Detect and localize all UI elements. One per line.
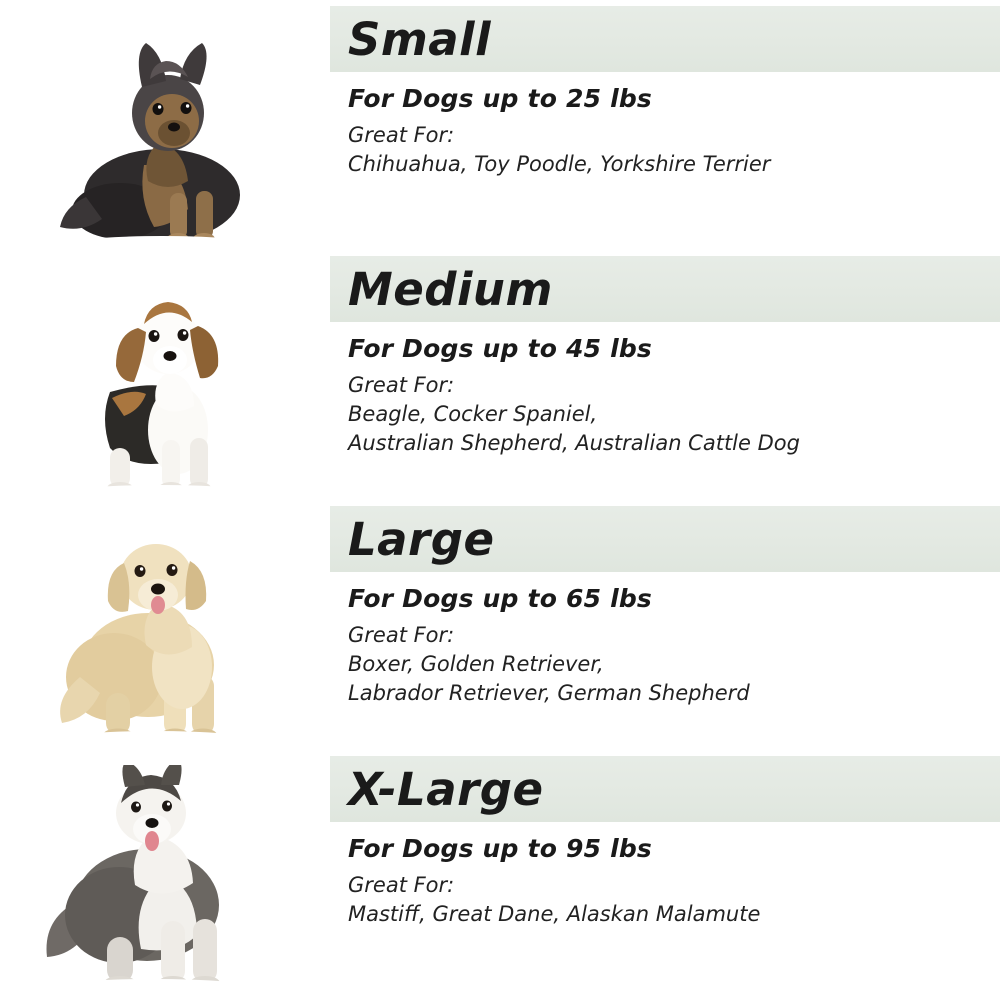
size-info <box>330 750 1000 926</box>
breed-line: Australian Shepherd, Australian Cattle Dog <box>348 431 800 455</box>
size-title: X-Large <box>348 762 544 816</box>
size-weight: For Dogs up to 65 lbs <box>348 584 653 613</box>
size-title-band <box>330 6 1000 72</box>
breed-line: Mastiff, Great Dane, Alaskan Malamute <box>348 902 761 926</box>
size-weight: For Dogs up to 45 lbs <box>348 334 653 363</box>
dog-photo-xlarge <box>0 750 330 1000</box>
great-for-label: Great For: <box>348 373 455 397</box>
size-title-band <box>330 506 1000 572</box>
size-title: Large <box>348 512 495 566</box>
golden-retriever-icon <box>40 525 290 750</box>
breed-line: Beagle, Cocker Spaniel, <box>348 402 598 426</box>
size-title-band <box>330 756 1000 822</box>
great-for-label: Great For: <box>348 623 455 647</box>
size-row <box>0 250 1000 500</box>
breed-line: Labrador Retriever, German Shepherd <box>348 681 750 705</box>
size-row <box>0 0 1000 250</box>
great-for-label: Great For: <box>348 873 455 897</box>
size-title: Small <box>348 12 492 66</box>
beagle-icon <box>50 280 280 500</box>
size-info <box>330 250 1000 455</box>
dog-photo-medium <box>0 250 330 500</box>
size-info <box>330 0 1000 176</box>
size-info <box>330 500 1000 705</box>
great-for-label: Great For: <box>348 123 455 147</box>
size-row <box>0 500 1000 750</box>
size-weight: For Dogs up to 95 lbs <box>348 834 653 863</box>
breed-line: Chihuahua, Toy Poodle, Yorkshire Terrier <box>348 152 771 176</box>
size-title: Medium <box>348 262 553 316</box>
size-row <box>0 750 1000 1000</box>
dog-photo-large <box>0 500 330 750</box>
yorkshire-terrier-icon <box>50 35 280 250</box>
size-weight: For Dogs up to 25 lbs <box>348 84 653 113</box>
size-title-band <box>330 256 1000 322</box>
alaskan-malamute-icon <box>35 765 295 1000</box>
dog-photo-small <box>0 0 330 250</box>
breed-line: Boxer, Golden Retriever, <box>348 652 604 676</box>
